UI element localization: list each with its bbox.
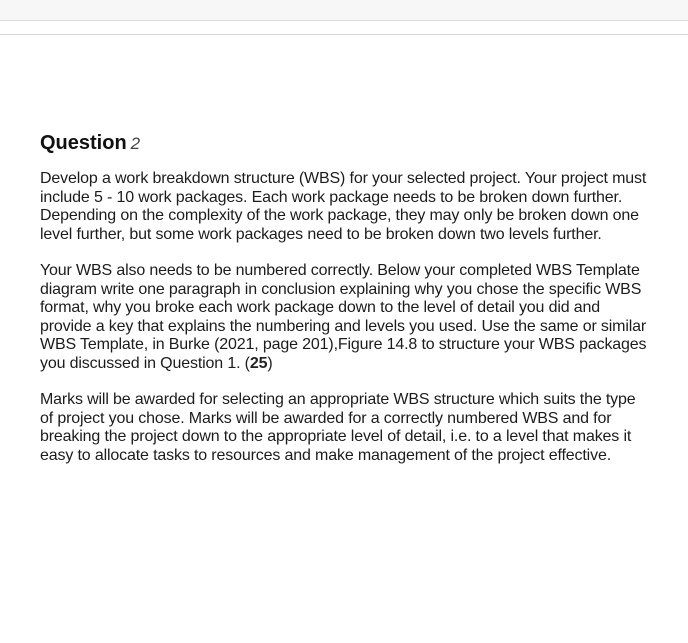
- marks-label: [245, 355, 273, 372]
- paragraph-marking-criteria: Marks will be awarded for selecting an appropriate WBS structure which suits the type of project you chose. Marks will be awarded for a correctly numbered WBS and for breaking the project down to the appropriate level of detail, i.e. to a level that makes it easy to allocate tasks to resources and make management of the project effective.: [40, 391, 636, 464]
- document-page: [0, 34, 688, 643]
- question-number: 2: [130, 134, 141, 153]
- question-title: Question: [40, 132, 127, 154]
- question-content: [40, 131, 652, 483]
- paragraph-wbs-instructions: Develop a work breakdown structure (WBS) for your selected project. Your project must include 5 - 10 work packages. Each work package needs to be broken down further. Depending on the complexity of the work package, they may only be broken down one level further, but some work packages need to be broken down two levels further.: [40, 170, 647, 243]
- marks-value: 25: [249, 354, 268, 372]
- top-toolbar-strip: [0, 0, 688, 21]
- paragraph-wbs-numbering: [40, 262, 652, 373]
- question-heading: [40, 131, 652, 156]
- paragraph-wbs-numbering-text: Your WBS also needs to be numbered correctly. Below your completed WBS Template diagram write one paragraph in conclusion explaining why you chose the specific WBS format, why you broke each work package down to the level of detail you did and provide a key that explains the numbering and levels you used. Use the same or similar WBS Template, in Burke (2021, page 201),Figure 14.8 to structure your WBS packages you discussed in Question 1.: [40, 262, 647, 372]
- marks-open-paren: (: [244, 354, 250, 372]
- marks-close-paren: ): [267, 354, 273, 372]
